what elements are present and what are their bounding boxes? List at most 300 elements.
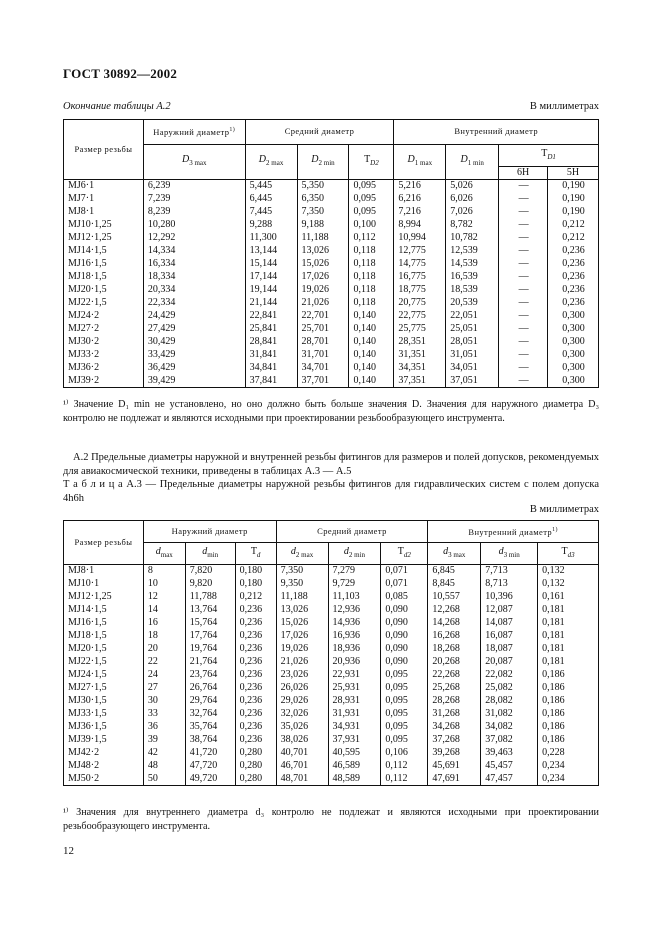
value-cell: 6,350 bbox=[297, 193, 349, 206]
table-row bbox=[64, 271, 599, 284]
table-row bbox=[64, 206, 599, 219]
value-cell: 20,334 bbox=[143, 284, 245, 297]
value-cell: 0,236 bbox=[235, 708, 276, 721]
col-D2max: $D_{2 max}$ bbox=[245, 145, 297, 180]
value-cell: 48,701 bbox=[276, 773, 328, 786]
value-cell: 0,180 bbox=[235, 578, 276, 591]
value-cell: 21,026 bbox=[297, 297, 349, 310]
col-Td3: $T_{d3}$ bbox=[538, 543, 599, 565]
value-cell: 22,931 bbox=[328, 669, 381, 682]
value-cell: 0,236 bbox=[235, 630, 276, 643]
value-cell: 40,701 bbox=[276, 747, 328, 760]
thread-size-cell: MJ48·2 bbox=[64, 760, 144, 773]
value-cell: 19,026 bbox=[276, 643, 328, 656]
table-row bbox=[64, 284, 599, 297]
value-cell: 14,539 bbox=[446, 258, 499, 271]
value-cell: 11,103 bbox=[328, 591, 381, 604]
value-cell: — bbox=[499, 349, 548, 362]
value-cell: 23,764 bbox=[185, 669, 235, 682]
table-a3 bbox=[63, 520, 599, 786]
value-cell: 33,429 bbox=[143, 349, 245, 362]
value-cell: — bbox=[499, 245, 548, 258]
table-row bbox=[64, 180, 599, 193]
col-d2min: $d_{2 min}$ bbox=[328, 543, 381, 565]
value-cell: 0,280 bbox=[235, 760, 276, 773]
value-cell: 11,788 bbox=[185, 591, 235, 604]
col-group-outer: Наружний диаметр$^{1)}$ bbox=[143, 120, 245, 145]
value-cell: 7,279 bbox=[328, 565, 381, 578]
col-thread-size: Размер резьбы bbox=[64, 120, 144, 180]
value-cell: 0,100 bbox=[349, 219, 394, 232]
value-cell: 16,268 bbox=[428, 630, 481, 643]
value-cell: 50 bbox=[143, 773, 185, 786]
table-a2-body bbox=[64, 180, 599, 388]
value-cell: 16,775 bbox=[394, 271, 446, 284]
value-cell: 0,300 bbox=[548, 336, 599, 349]
value-cell: 0,090 bbox=[381, 617, 428, 630]
value-cell: 0,161 bbox=[538, 591, 599, 604]
value-cell: 23,026 bbox=[276, 669, 328, 682]
value-cell: 0,112 bbox=[381, 760, 428, 773]
value-cell: 0,181 bbox=[538, 656, 599, 669]
paragraph-a2: А.2 Предельные диаметры наружной и внутренней резьбы фитингов для размеров и полей допусков, рекомендуемых для авиакосмической техники, приведены в таблицах А.3 — А.5 bbox=[63, 452, 599, 477]
value-cell: 9,729 bbox=[328, 578, 381, 591]
value-cell: 16,936 bbox=[328, 630, 381, 643]
value-cell: 22,701 bbox=[297, 310, 349, 323]
value-cell: 0,186 bbox=[538, 708, 599, 721]
value-cell: 42 bbox=[143, 747, 185, 760]
value-cell: 49,720 bbox=[185, 773, 235, 786]
value-cell: 7,350 bbox=[276, 565, 328, 578]
value-cell: 0,071 bbox=[381, 565, 428, 578]
value-cell: 15,026 bbox=[276, 617, 328, 630]
value-cell: 0,236 bbox=[235, 734, 276, 747]
table2-footnote: ¹⁾ Значения для внутреннего диаметра d₃ контролю не подлежат и являются исходными при проектировании резьбообразующего инструмента. bbox=[63, 807, 599, 832]
value-cell: 32,026 bbox=[276, 708, 328, 721]
value-cell: 7,820 bbox=[185, 565, 235, 578]
value-cell: 12,292 bbox=[143, 232, 245, 245]
value-cell: 0,090 bbox=[381, 656, 428, 669]
value-cell: 0,186 bbox=[538, 734, 599, 747]
thread-size-cell: MJ33·1,5 bbox=[64, 708, 144, 721]
table-row bbox=[64, 721, 599, 734]
col-group-mid: Средний диаметр bbox=[245, 120, 394, 145]
value-cell: 29,026 bbox=[276, 695, 328, 708]
value-cell: 46,589 bbox=[328, 760, 381, 773]
table-row bbox=[64, 643, 599, 656]
value-cell: 0,186 bbox=[538, 669, 599, 682]
value-cell: 25,082 bbox=[481, 682, 538, 695]
value-cell: 12,268 bbox=[428, 604, 481, 617]
value-cell: 18 bbox=[143, 630, 185, 643]
value-cell: 0,090 bbox=[381, 604, 428, 617]
value-cell: 18,334 bbox=[143, 271, 245, 284]
value-cell: 0,140 bbox=[349, 375, 394, 388]
value-cell: 0,181 bbox=[538, 604, 599, 617]
value-cell: 21,764 bbox=[185, 656, 235, 669]
value-cell: 13,764 bbox=[185, 604, 235, 617]
col-D2min: $D_{2 min}$ bbox=[297, 145, 349, 180]
col-TD2: $T_{D2}$ bbox=[349, 145, 394, 180]
value-cell: 0,236 bbox=[235, 656, 276, 669]
thread-size-cell: MJ22·1,5 bbox=[64, 297, 144, 310]
value-cell: 0,236 bbox=[235, 695, 276, 708]
value-cell: 48 bbox=[143, 760, 185, 773]
value-cell: 0,118 bbox=[349, 297, 394, 310]
value-cell: 0,236 bbox=[548, 284, 599, 297]
value-cell: 0,112 bbox=[381, 773, 428, 786]
value-cell: 37,701 bbox=[297, 375, 349, 388]
col-thread-size: Размер резьбы bbox=[64, 521, 144, 565]
value-cell: 0,095 bbox=[381, 721, 428, 734]
value-cell: 10,396 bbox=[481, 591, 538, 604]
value-cell: 46,701 bbox=[276, 760, 328, 773]
table-row bbox=[64, 258, 599, 271]
value-cell: 0,236 bbox=[235, 682, 276, 695]
thread-size-cell: MJ10·1 bbox=[64, 578, 144, 591]
thread-size-cell: MJ20·1,5 bbox=[64, 643, 144, 656]
value-cell: 14,087 bbox=[481, 617, 538, 630]
value-cell: 10,994 bbox=[394, 232, 446, 245]
value-cell: 15,764 bbox=[185, 617, 235, 630]
value-cell: 22,051 bbox=[446, 310, 499, 323]
thread-size-cell: MJ7·1 bbox=[64, 193, 144, 206]
table-row bbox=[64, 682, 599, 695]
table-row bbox=[64, 747, 599, 760]
value-cell: 21,144 bbox=[245, 297, 297, 310]
value-cell: 0,190 bbox=[548, 193, 599, 206]
value-cell: — bbox=[499, 284, 548, 297]
value-cell: 0,186 bbox=[538, 721, 599, 734]
value-cell: 32,764 bbox=[185, 708, 235, 721]
value-cell: 22,775 bbox=[394, 310, 446, 323]
value-cell: 0,180 bbox=[235, 565, 276, 578]
value-cell: 31,082 bbox=[481, 708, 538, 721]
value-cell: 22,334 bbox=[143, 297, 245, 310]
value-cell: 47,691 bbox=[428, 773, 481, 786]
value-cell: 34,931 bbox=[328, 721, 381, 734]
table-row bbox=[64, 349, 599, 362]
value-cell: 0,106 bbox=[381, 747, 428, 760]
value-cell: 0,071 bbox=[381, 578, 428, 591]
value-cell: 28,051 bbox=[446, 336, 499, 349]
col-group-inner: Внутренний диаметр bbox=[394, 120, 599, 145]
table1-unit: В миллиметрах bbox=[529, 101, 599, 112]
value-cell: 45,691 bbox=[428, 760, 481, 773]
value-cell: 27 bbox=[143, 682, 185, 695]
value-cell: 5,026 bbox=[446, 180, 499, 193]
value-cell: 39,268 bbox=[428, 747, 481, 760]
thread-size-cell: MJ27·1,5 bbox=[64, 682, 144, 695]
value-cell: 7,026 bbox=[446, 206, 499, 219]
value-cell: 11,300 bbox=[245, 232, 297, 245]
value-cell: 20,539 bbox=[446, 297, 499, 310]
value-cell: 14,936 bbox=[328, 617, 381, 630]
value-cell: 16,087 bbox=[481, 630, 538, 643]
value-cell: 17,026 bbox=[276, 630, 328, 643]
table-row bbox=[64, 565, 599, 578]
value-cell: 0,236 bbox=[548, 271, 599, 284]
value-cell: 6,445 bbox=[245, 193, 297, 206]
col-dmax: $d_{max}$ bbox=[143, 543, 185, 565]
thread-size-cell: MJ14·1,5 bbox=[64, 245, 144, 258]
thread-size-cell: MJ24·2 bbox=[64, 310, 144, 323]
value-cell: 6,239 bbox=[143, 180, 245, 193]
value-cell: 25,775 bbox=[394, 323, 446, 336]
value-cell: 25,701 bbox=[297, 323, 349, 336]
table-row bbox=[64, 760, 599, 773]
value-cell: 10 bbox=[143, 578, 185, 591]
value-cell: 0,132 bbox=[538, 578, 599, 591]
table-row bbox=[64, 578, 599, 591]
thread-size-cell: MJ36·2 bbox=[64, 362, 144, 375]
value-cell: 21,026 bbox=[276, 656, 328, 669]
value-cell: 34,268 bbox=[428, 721, 481, 734]
thread-size-cell: MJ14·1,5 bbox=[64, 604, 144, 617]
value-cell: 18,775 bbox=[394, 284, 446, 297]
value-cell: 8,782 bbox=[446, 219, 499, 232]
value-cell: 45,457 bbox=[481, 760, 538, 773]
value-cell: 17,764 bbox=[185, 630, 235, 643]
value-cell: 7,445 bbox=[245, 206, 297, 219]
value-cell: 0,132 bbox=[538, 565, 599, 578]
value-cell: 29,764 bbox=[185, 695, 235, 708]
value-cell: 9,188 bbox=[297, 219, 349, 232]
col-6H: 6H bbox=[499, 167, 548, 180]
value-cell: 16,539 bbox=[446, 271, 499, 284]
value-cell: 9,288 bbox=[245, 219, 297, 232]
value-cell: 37,841 bbox=[245, 375, 297, 388]
value-cell: 0,140 bbox=[349, 362, 394, 375]
table-row bbox=[64, 310, 599, 323]
thread-size-cell: MJ18·1,5 bbox=[64, 271, 144, 284]
thread-size-cell: MJ16·1,5 bbox=[64, 617, 144, 630]
value-cell: 31,841 bbox=[245, 349, 297, 362]
value-cell: 0,236 bbox=[548, 245, 599, 258]
value-cell: 13,144 bbox=[245, 245, 297, 258]
table-row bbox=[64, 591, 599, 604]
value-cell: — bbox=[499, 362, 548, 375]
col-group-outer: Наружний диаметр bbox=[143, 521, 276, 543]
value-cell: 0,095 bbox=[381, 708, 428, 721]
value-cell: 28,351 bbox=[394, 336, 446, 349]
table-row bbox=[64, 773, 599, 786]
value-cell: 37,268 bbox=[428, 734, 481, 747]
value-cell: — bbox=[499, 232, 548, 245]
value-cell: 26,026 bbox=[276, 682, 328, 695]
thread-size-cell: MJ8·1 bbox=[64, 565, 144, 578]
value-cell: 6,026 bbox=[446, 193, 499, 206]
value-cell: 12,775 bbox=[394, 245, 446, 258]
value-cell: 0,118 bbox=[349, 245, 394, 258]
thread-size-cell: MJ30·1,5 bbox=[64, 695, 144, 708]
table-row bbox=[64, 336, 599, 349]
table-row bbox=[64, 323, 599, 336]
value-cell: 0,236 bbox=[235, 617, 276, 630]
value-cell: 18,268 bbox=[428, 643, 481, 656]
value-cell: 39,463 bbox=[481, 747, 538, 760]
value-cell: 17,026 bbox=[297, 271, 349, 284]
value-cell: 18,539 bbox=[446, 284, 499, 297]
value-cell: 20 bbox=[143, 643, 185, 656]
value-cell: 15,026 bbox=[297, 258, 349, 271]
value-cell: 36,429 bbox=[143, 362, 245, 375]
value-cell: 9,820 bbox=[185, 578, 235, 591]
value-cell: 5,216 bbox=[394, 180, 446, 193]
value-cell: 27,429 bbox=[143, 323, 245, 336]
value-cell: 0,228 bbox=[538, 747, 599, 760]
value-cell: 47,720 bbox=[185, 760, 235, 773]
table-row bbox=[64, 219, 599, 232]
value-cell: 25,841 bbox=[245, 323, 297, 336]
col-Td: $T_d$ bbox=[235, 543, 276, 565]
thread-size-cell: MJ33·2 bbox=[64, 349, 144, 362]
value-cell: 7,239 bbox=[143, 193, 245, 206]
value-cell: 22,268 bbox=[428, 669, 481, 682]
value-cell: 0,236 bbox=[548, 297, 599, 310]
col-TD1: $T_{D1}$ bbox=[499, 145, 599, 167]
value-cell: 20,936 bbox=[328, 656, 381, 669]
value-cell: 0,300 bbox=[548, 375, 599, 388]
thread-size-cell: MJ36·1,5 bbox=[64, 721, 144, 734]
value-cell: — bbox=[499, 193, 548, 206]
thread-size-cell: MJ10·1,25 bbox=[64, 219, 144, 232]
value-cell: 24,429 bbox=[143, 310, 245, 323]
value-cell: 36 bbox=[143, 721, 185, 734]
value-cell: 37,082 bbox=[481, 734, 538, 747]
value-cell: 24 bbox=[143, 669, 185, 682]
value-cell: 14,268 bbox=[428, 617, 481, 630]
value-cell: 0,095 bbox=[349, 193, 394, 206]
value-cell: 0,140 bbox=[349, 310, 394, 323]
thread-size-cell: MJ20·1,5 bbox=[64, 284, 144, 297]
value-cell: 39 bbox=[143, 734, 185, 747]
document-header: ГОСТ 30892—2002 bbox=[63, 66, 178, 81]
value-cell: 26,764 bbox=[185, 682, 235, 695]
value-cell: 0,181 bbox=[538, 643, 599, 656]
value-cell: 0,236 bbox=[235, 643, 276, 656]
value-cell: — bbox=[499, 323, 548, 336]
table1-footnote: ¹⁾ Значение D₁ min не установлено, но оно должно быть больше значения D. Значения для наружного диаметра D₃ контролю не подлежат и являются исходными при проектировании резьбообразующего инструмента. bbox=[63, 399, 599, 424]
value-cell: — bbox=[499, 180, 548, 193]
value-cell: 34,051 bbox=[446, 362, 499, 375]
value-cell: 11,188 bbox=[276, 591, 328, 604]
value-cell: 38,764 bbox=[185, 734, 235, 747]
thread-size-cell: MJ39·2 bbox=[64, 375, 144, 388]
value-cell: 0,186 bbox=[538, 682, 599, 695]
value-cell: 19,026 bbox=[297, 284, 349, 297]
value-cell: 0,236 bbox=[235, 669, 276, 682]
value-cell: 0,095 bbox=[381, 669, 428, 682]
value-cell: 12,936 bbox=[328, 604, 381, 617]
value-cell: 8,239 bbox=[143, 206, 245, 219]
thread-size-cell: MJ27·2 bbox=[64, 323, 144, 336]
value-cell: 12 bbox=[143, 591, 185, 604]
table-a3-title: Т а б л и ц а А.3 — Предельные диаметры наружной резьбы фитингов для гидравлических систем с полем допуска 4h6h bbox=[63, 479, 599, 504]
value-cell: 48,589 bbox=[328, 773, 381, 786]
value-cell: 19,764 bbox=[185, 643, 235, 656]
value-cell: 0,190 bbox=[548, 180, 599, 193]
table-row bbox=[64, 362, 599, 375]
value-cell: 0,186 bbox=[538, 695, 599, 708]
value-cell: 25,931 bbox=[328, 682, 381, 695]
value-cell: — bbox=[499, 336, 548, 349]
value-cell: 7,713 bbox=[481, 565, 538, 578]
value-cell: 0,140 bbox=[349, 323, 394, 336]
value-cell: 28,082 bbox=[481, 695, 538, 708]
value-cell: 0,236 bbox=[548, 258, 599, 271]
thread-size-cell: MJ12·1,25 bbox=[64, 591, 144, 604]
value-cell: 28,841 bbox=[245, 336, 297, 349]
table1-caption: Окончание таблицы А.2 bbox=[63, 101, 171, 112]
value-cell: 22,082 bbox=[481, 669, 538, 682]
value-cell: 0,181 bbox=[538, 630, 599, 643]
table-row bbox=[64, 630, 599, 643]
value-cell: 31,268 bbox=[428, 708, 481, 721]
col-d2max: $d_{2 max}$ bbox=[276, 543, 328, 565]
value-cell: 6,845 bbox=[428, 565, 481, 578]
value-cell: 25,268 bbox=[428, 682, 481, 695]
value-cell: 41,720 bbox=[185, 747, 235, 760]
col-group-mid: Средний диаметр bbox=[276, 521, 428, 543]
thread-size-cell: MJ12·1,25 bbox=[64, 232, 144, 245]
value-cell: 34,351 bbox=[394, 362, 446, 375]
value-cell: 12,087 bbox=[481, 604, 538, 617]
table-row bbox=[64, 617, 599, 630]
value-cell: 12,539 bbox=[446, 245, 499, 258]
table-row bbox=[64, 708, 599, 721]
value-cell: 37,351 bbox=[394, 375, 446, 388]
value-cell: 8,713 bbox=[481, 578, 538, 591]
value-cell: 14,775 bbox=[394, 258, 446, 271]
value-cell: 14 bbox=[143, 604, 185, 617]
value-cell: 0,095 bbox=[349, 180, 394, 193]
col-D1min: $D_{1 min}$ bbox=[446, 145, 499, 180]
value-cell: 16,334 bbox=[143, 258, 245, 271]
table-row bbox=[64, 193, 599, 206]
col-dmin: $d_{min}$ bbox=[185, 543, 235, 565]
thread-size-cell: MJ16·1,5 bbox=[64, 258, 144, 271]
value-cell: 7,350 bbox=[297, 206, 349, 219]
value-cell: 40,595 bbox=[328, 747, 381, 760]
value-cell: 9,350 bbox=[276, 578, 328, 591]
table-row bbox=[64, 734, 599, 747]
value-cell: 0,234 bbox=[538, 760, 599, 773]
value-cell: 0,140 bbox=[349, 336, 394, 349]
value-cell: 0,181 bbox=[538, 617, 599, 630]
value-cell: 34,082 bbox=[481, 721, 538, 734]
table-a2 bbox=[63, 119, 599, 388]
value-cell: 0,280 bbox=[235, 747, 276, 760]
value-cell: 7,216 bbox=[394, 206, 446, 219]
value-cell: — bbox=[499, 310, 548, 323]
value-cell: 0,236 bbox=[235, 721, 276, 734]
value-cell: 10,782 bbox=[446, 232, 499, 245]
value-cell: 6,216 bbox=[394, 193, 446, 206]
thread-size-cell: MJ18·1,5 bbox=[64, 630, 144, 643]
value-cell: 8,994 bbox=[394, 219, 446, 232]
value-cell: 28,268 bbox=[428, 695, 481, 708]
value-cell: 0,095 bbox=[381, 682, 428, 695]
value-cell: 0,118 bbox=[349, 258, 394, 271]
value-cell: 14,334 bbox=[143, 245, 245, 258]
value-cell: 18,087 bbox=[481, 643, 538, 656]
thread-size-cell: MJ50·2 bbox=[64, 773, 144, 786]
value-cell: 37,051 bbox=[446, 375, 499, 388]
table-row bbox=[64, 297, 599, 310]
value-cell: 0,095 bbox=[381, 695, 428, 708]
value-cell: 22 bbox=[143, 656, 185, 669]
